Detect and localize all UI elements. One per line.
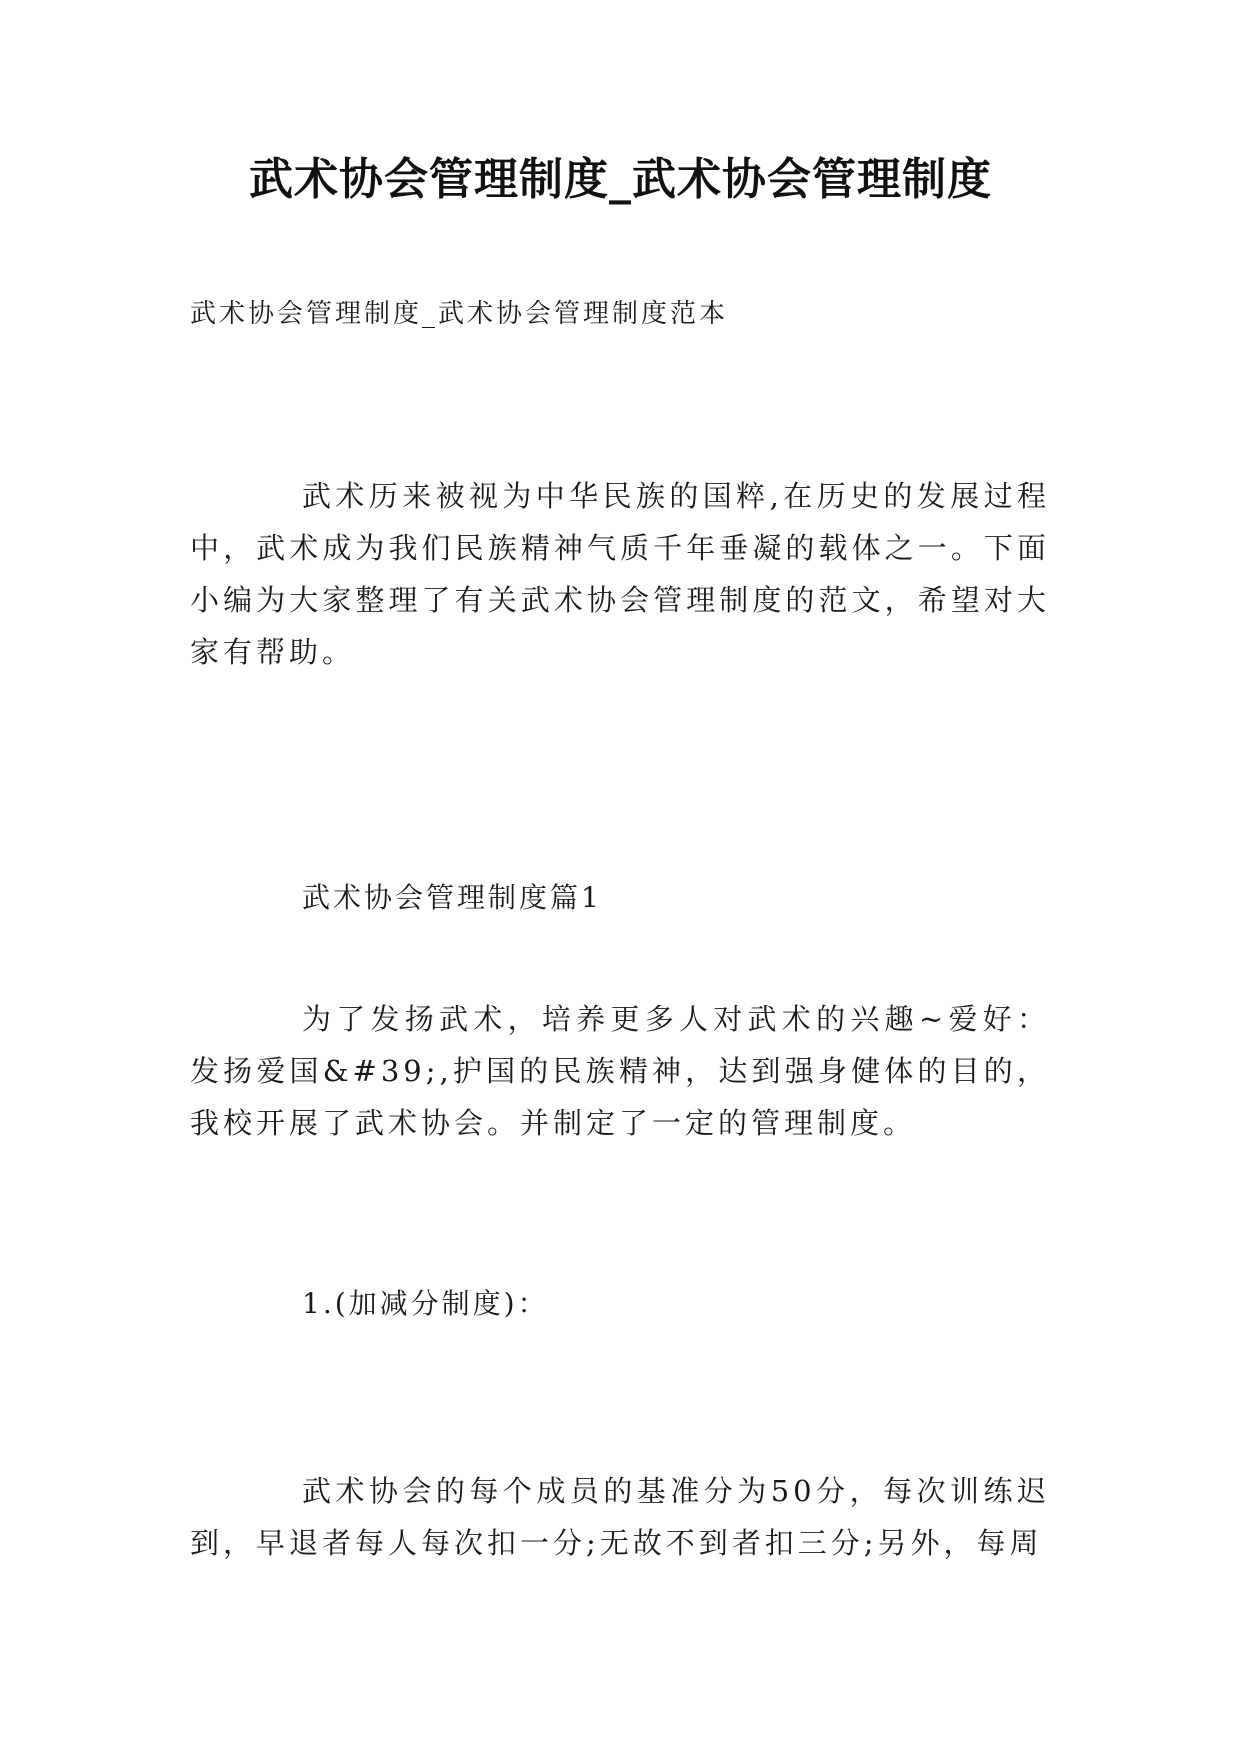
document-subtitle: 武术协会管理制度_武术协会管理制度范本: [190, 299, 729, 329]
section-heading: 武术协会管理制度篇1: [302, 881, 602, 914]
intro-paragraph: 武术历来被视为中华民族的国粹,在历史的发展过程中，武术成为我们民族精神气质千年垂凝的载体之一。下面小编为大家整理了有关武术协会管理制度的范文，希望对大家有帮助。: [190, 479, 1050, 669]
rule-paragraph: 武术协会的每个成员的基准分为50分，每次训练迟到，早退者每人每次扣一分;无故不到者扣三分;另外，每周: [190, 1474, 1050, 1560]
rule-heading: 1.(加减分制度)：: [302, 1287, 549, 1320]
section-intro-paragraph: 为了发扬武术，培养更多人对武术的兴趣~爱好：发扬爱国&#39;,护国的民族精神，达到强身健体的目的，我校开展了武术协会。并制定了一定的管理制度。: [190, 1002, 1050, 1140]
document-title: 武术协会管理制度_武术协会管理制度: [249, 154, 992, 205]
